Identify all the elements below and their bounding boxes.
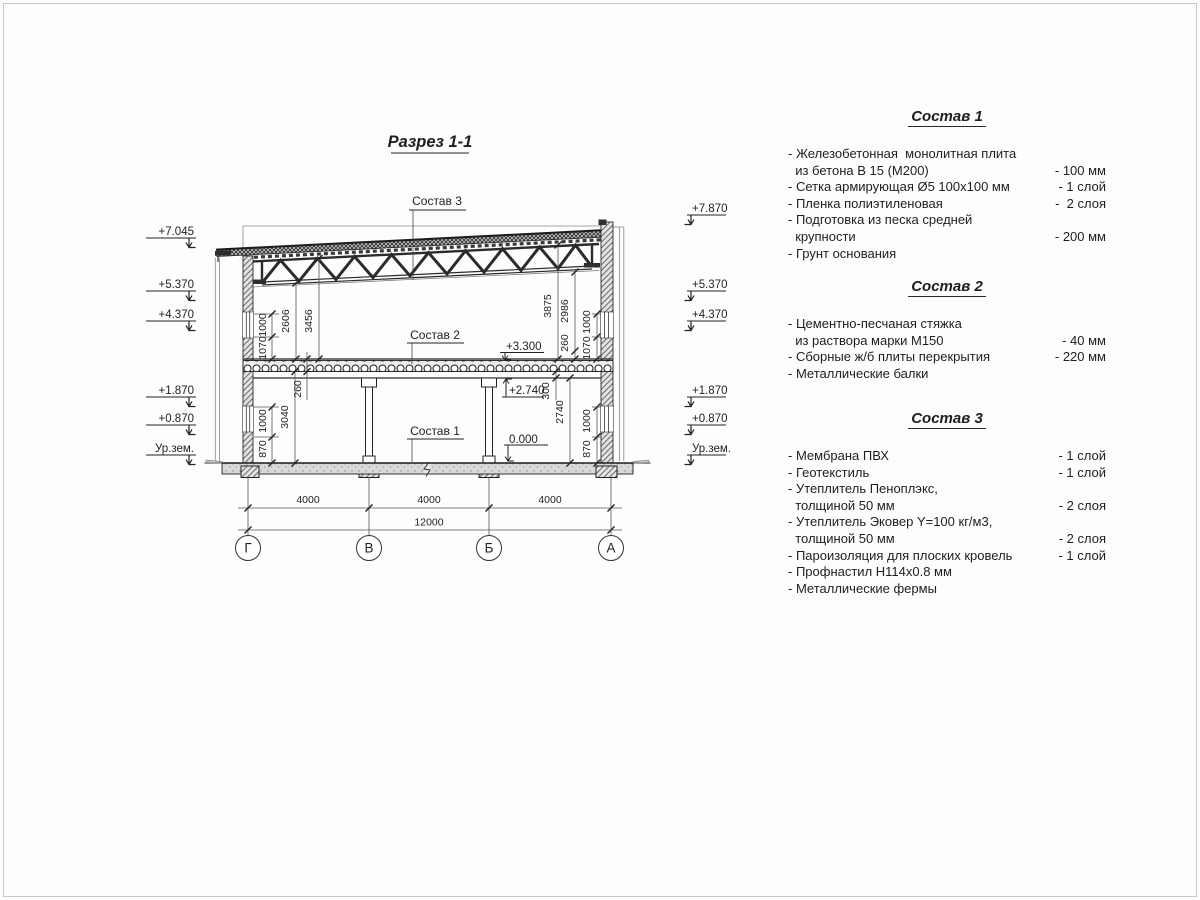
dim-l870d: 870 [257, 440, 269, 458]
elevation-right-7870: +7.870 [692, 203, 728, 215]
list-item [788, 146, 1106, 163]
list-item [788, 349, 1106, 366]
list-item [788, 481, 1106, 498]
truss-bearing-right [584, 263, 600, 268]
list-item [788, 212, 1106, 229]
list-item [788, 229, 1106, 246]
horizontal-dimensions [238, 478, 622, 536]
svg-text:+3.300: +3.300 [506, 341, 542, 353]
svg-text:Состав 2: Состав 2 [410, 328, 460, 342]
section-title-text: Разрез 1-1 [387, 133, 473, 151]
callout-sostav-1 [407, 424, 464, 462]
elevation-right-0870: +0.870 [692, 413, 728, 425]
dim-r2986: 2986 [559, 299, 571, 323]
item-text: - Пароизоляция для плоских кровель [788, 547, 1013, 563]
item-text: из раствора марки М150 [788, 332, 944, 348]
svg-text:0.000: 0.000 [509, 434, 538, 446]
dim-l3040: 3040 [279, 405, 291, 429]
elevation-left-4370: +4.370 [158, 309, 194, 321]
svg-text:Состав 3: Состав 3 [412, 194, 462, 208]
dim-total: 12000 [414, 516, 444, 529]
list-item [788, 246, 1106, 263]
elevation-marks-left [146, 226, 196, 465]
elevation-right-4370: +4.370 [692, 309, 728, 321]
list-item [788, 514, 1106, 531]
item-value: - 2 слоя [1058, 530, 1106, 546]
axis-a: А [606, 540, 616, 556]
elevation-right-1870: +1.870 [692, 385, 728, 397]
composition-2-heading [788, 278, 1106, 296]
elevation-left-0870: +0.870 [158, 413, 194, 425]
item-text: - Грунт основания [788, 245, 897, 261]
item-value: - 100 мм [1054, 162, 1106, 178]
item-text: - Геотекстиль [788, 464, 870, 480]
callouts [407, 194, 466, 462]
item-value: - 2 слоя [1055, 195, 1106, 211]
item-value: - 1 слой [1058, 464, 1106, 480]
item-text: - Сборные ж/б плиты перекрытия [788, 349, 991, 365]
svg-text:+2.740: +2.740 [509, 385, 545, 397]
item-text: - Подготовка из песка средней [788, 212, 973, 228]
elevation-right-5370: +5.370 [692, 279, 728, 291]
elevation-right-ground: Ур.зем. [692, 443, 732, 455]
dim-span-1: 4000 [296, 494, 320, 506]
list-item [788, 498, 1106, 515]
elevation-left-5370: +5.370 [158, 279, 194, 291]
dim-r1000u: 1000 [581, 310, 593, 334]
dim-l1000d: 1000 [257, 409, 269, 433]
item-text: крупности [788, 228, 856, 244]
elevation-left-ground: Ур.зем. [154, 443, 194, 455]
list-item [788, 448, 1106, 465]
item-text: - Металлические балки [788, 365, 929, 381]
item-value: - 1 слой [1058, 448, 1106, 463]
item-text: толщиной 50 мм [788, 497, 895, 513]
elevation-zero [504, 434, 548, 461]
dim-l3456: 3456 [303, 309, 315, 333]
elevation-left-7045: +7.045 [158, 226, 194, 238]
composition-title: Состав 3 [908, 410, 986, 429]
item-text: - Пленка полиэтиленовая [788, 195, 943, 211]
svg-text:Состав 1: Состав 1 [410, 424, 460, 438]
composition-3-heading [788, 410, 1106, 428]
item-text: - Железобетонная монолитная плита [788, 146, 1017, 161]
item-text: - Металлические фермы [788, 580, 937, 596]
item-value: - 1 слой [1058, 547, 1106, 563]
item-text: - Сетка армирующая Ø5 100х100 мм [788, 179, 1010, 195]
truss-bottom-chord [262, 266, 592, 282]
dim-l1070u: 1070 [257, 336, 269, 360]
dim-r1070u: 1070 [581, 336, 593, 360]
item-text: из бетона В 15 (М200) [788, 162, 929, 178]
elevation-marks-right [685, 203, 732, 465]
list-item [788, 366, 1106, 383]
list-item [788, 179, 1106, 196]
list-item [788, 196, 1106, 213]
list-item [788, 548, 1106, 565]
list-item [788, 333, 1106, 350]
list-item [788, 316, 1106, 333]
elevation-floor2 [500, 341, 544, 360]
item-value: - 200 мм [1054, 228, 1106, 244]
item-text: - Мембрана ПВХ [788, 448, 889, 463]
ground [204, 460, 651, 478]
dim-r300: 300 [540, 382, 552, 400]
dim-r260: 260 [559, 334, 571, 352]
axis-g: Г [244, 540, 252, 556]
dim-r2740: 2740 [554, 400, 566, 424]
item-value: - 40 мм [1062, 332, 1106, 348]
dim-r1000d: 1000 [581, 409, 593, 433]
dim-l2606: 2606 [280, 309, 292, 333]
parapet-cap [599, 220, 607, 226]
composition-block-2 [788, 278, 1106, 382]
footing-wall-right [596, 466, 617, 478]
dim-span-2: 4000 [417, 494, 441, 506]
item-text: - Утеплитель Пеноплэкс, [788, 481, 938, 497]
composition-block-3 [788, 410, 1106, 597]
composition-title: Состав 2 [908, 278, 986, 297]
axis-b: Б [484, 540, 494, 556]
elevation-beam-bottom [502, 379, 545, 397]
dim-span-3: 4000 [538, 494, 562, 506]
axis-v: В [364, 540, 374, 556]
dim-r3875: 3875 [542, 294, 554, 318]
item-text: - Профнастил Н114х0.8 мм [788, 564, 952, 580]
item-value: - 220 мм [1054, 349, 1106, 365]
list-item [788, 581, 1106, 598]
axis-bubbles [236, 536, 624, 561]
composition-1-heading [788, 108, 1106, 126]
list-item [788, 564, 1106, 581]
item-text: - Цементно-песчаная стяжка [788, 316, 962, 331]
list-item [788, 465, 1106, 482]
composition-title: Состав 1 [908, 108, 986, 127]
composition-block-1 [788, 108, 1106, 262]
list-item [788, 163, 1106, 180]
elevation-left-1870: +1.870 [158, 385, 194, 397]
dim-l260: 260 [292, 380, 304, 398]
item-value: - 1 слой [1058, 179, 1106, 195]
item-value: - 2 слоя [1058, 497, 1106, 513]
footing-wall-left [241, 466, 259, 478]
item-text: - Утеплитель Эковер Y=100 кг/м3, [788, 514, 993, 530]
truss-bearing-left [252, 280, 266, 285]
dim-l1000u: 1000 [257, 313, 269, 337]
eave-gutter [215, 250, 231, 256]
drawing-title [388, 133, 473, 153]
item-text: толщиной 50 мм [788, 530, 895, 546]
list-item [788, 531, 1106, 548]
dim-r870d: 870 [581, 440, 593, 458]
